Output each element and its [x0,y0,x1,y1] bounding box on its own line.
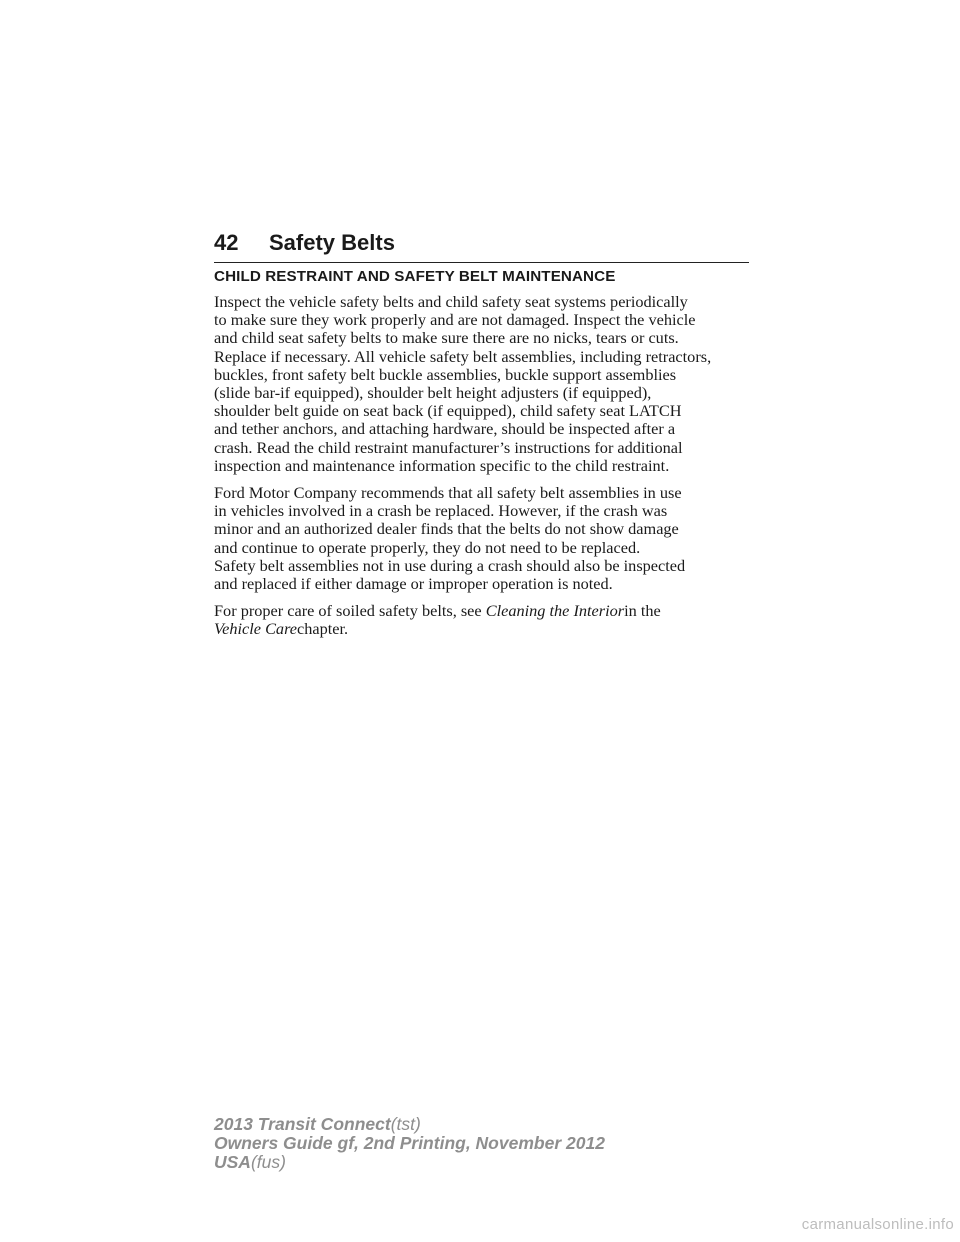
text-line [214,620,754,638]
footer-market-line [214,1153,814,1172]
paragraph-inspection [214,293,754,475]
text-line: crash. Read the child restraint manufacturer’s instructions for additional [214,437,683,457]
cross-reference-vehicle-care: Vehicle Care [214,619,298,639]
care-text-before: For proper care of soiled safety belts, see [214,601,482,621]
text-line [214,602,754,620]
paragraph-replacement [214,484,754,593]
text-line: Safety belt assemblies not in use during a crash should also be inspected [214,555,686,575]
text-line: inspection and maintenance information specific to the child restraint. [214,455,670,475]
footer-guide: Owners Guide gf, 2nd Printing, November 2012 [214,1133,605,1153]
text-line: Replace if necessary. All vehicle safety belt assemblies, including retractors, [214,346,712,366]
cross-reference-cleaning: Cleaning the Interior [485,601,625,621]
page-content [214,268,754,648]
text-line: and tether anchors, and attaching hardware, should be inspected after a [214,419,676,439]
page-number: 42 [214,230,239,255]
footer-model: 2013 Transit Connect [214,1114,391,1134]
section-heading: CHILD RESTRAINT AND SAFETY BELT MAINTENANCE [214,268,616,285]
text-line: minor and an authorized dealer finds that the belts do not show damage [214,519,679,539]
footer-model-line [214,1115,814,1134]
text-line: in vehicles involved in a crash be replaced. However, if the crash was [214,501,668,521]
text-line: (slide bar-if equipped), shoulder belt height adjusters (if equipped), [214,383,652,403]
text-line: and replaced if either damage or improper operation is noted. [214,574,613,594]
text-line: Inspect the vehicle safety belts and child safety seat systems periodically [214,292,688,311]
text-line: buckles, front safety belt buckle assemblies, buckle support assemblies [214,364,677,384]
page-footer [214,1115,814,1172]
care-text-middle: in the [624,601,661,621]
footer-market-code: (fus) [250,1152,286,1172]
footer-market: USA [214,1152,251,1172]
watermark: carmanualsonline.info [801,1216,954,1233]
care-text-after: chapter. [297,619,349,639]
paragraph-care [214,602,754,638]
chapter-title: Safety Belts [269,230,395,255]
text-line: to make sure they work properly and are not damaged. Inspect the vehicle [214,310,696,330]
page-header [214,228,749,263]
text-line: Ford Motor Company recommends that all safety belt assemblies in use [214,483,682,503]
text-line: and continue to operate properly, they do not need to be replaced. [214,537,641,557]
text-line: and child seat safety belts to make sure there are no nicks, tears or cuts. [214,328,679,348]
text-line: shoulder belt guide on seat back (if equipped), child safety seat LATCH [214,401,682,421]
footer-model-code: (tst) [390,1114,421,1134]
